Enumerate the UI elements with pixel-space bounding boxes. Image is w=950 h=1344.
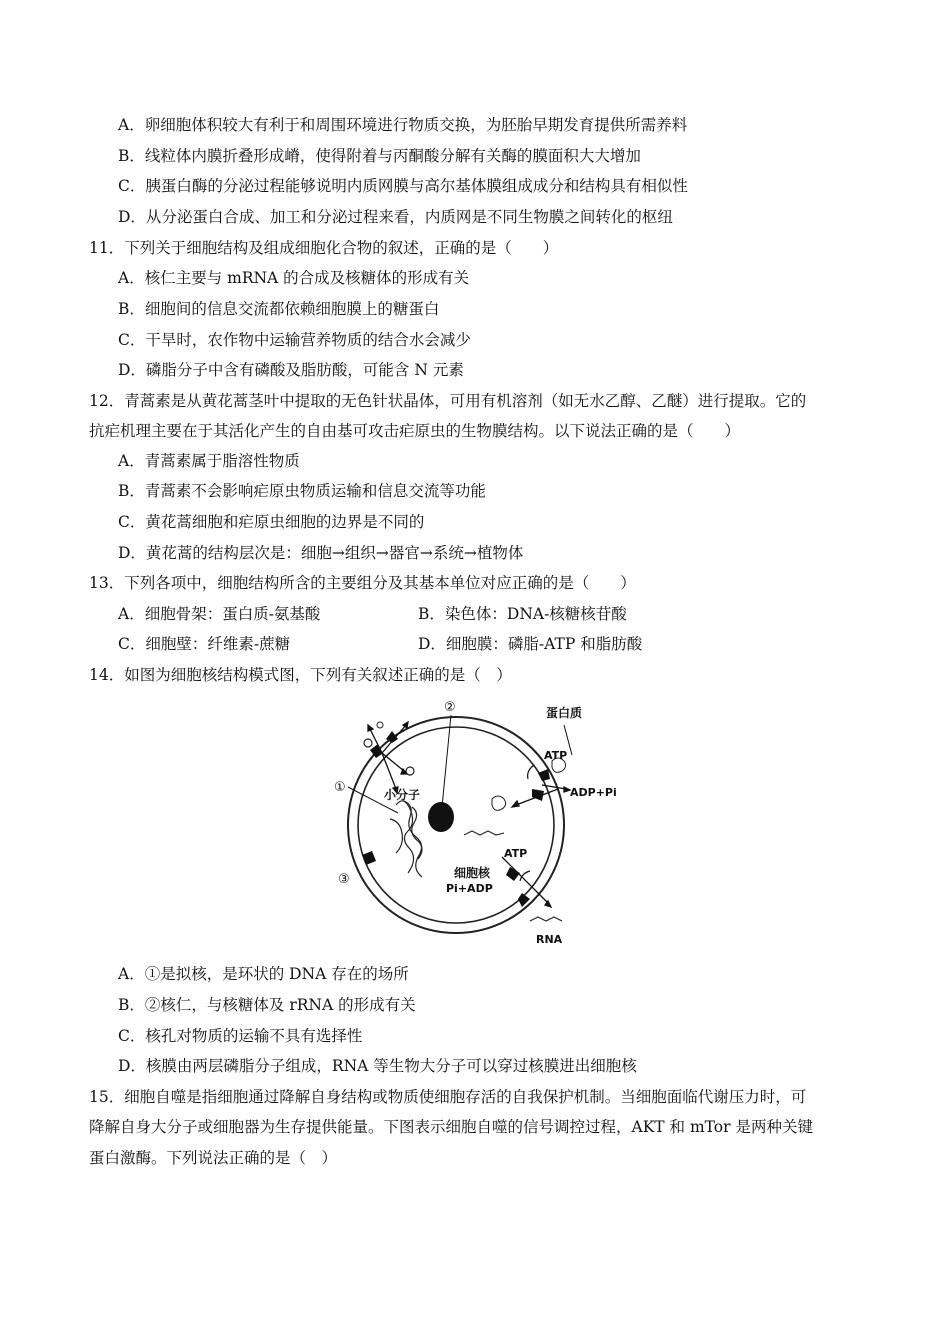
label-nucleolus-number: ② bbox=[444, 700, 456, 715]
q13-option-d: D．细胞膜：磷脂-ATP 和脂肪酸 bbox=[418, 635, 643, 653]
q15-stem-line2: 降解自身大分子或细胞器为生存提供能量。下图表示细胞自噬的信号调控过程，AKT 和 mTor 是两种关键 bbox=[89, 1118, 813, 1136]
q13-option-b: B．染色体：DNA-核糖核苷酸 bbox=[418, 605, 627, 623]
protein-blob-inside bbox=[492, 796, 506, 810]
q12-option-b: B．青蒿素不会影响疟原虫物质运输和信息交流等功能 bbox=[118, 482, 486, 500]
q12-option-a: A．青蒿素属于脂溶性物质 bbox=[118, 452, 300, 470]
q11-option-c: C．干旱时，农作物中运输营养物质的结合水会减少 bbox=[118, 331, 471, 349]
q11-option-a: A．核仁主要与 mRNA 的合成及核糖体的形成有关 bbox=[118, 269, 470, 287]
nucleus-structure-diagram bbox=[326, 695, 626, 950]
q11-stem: 11．下列关于细胞结构及组成细胞化合物的叙述，正确的是（ ） bbox=[89, 239, 559, 257]
q10-option-a: A．卵细胞体积较大有利于和周围环境进行物质交换，为胚胎早期发育提供所需养料 bbox=[118, 116, 688, 134]
label-chromatin-number: ① bbox=[334, 780, 346, 795]
q11-option-d: D．磷脂分子中含有磷酸及脂肪酸，可能含 N 元素 bbox=[118, 361, 464, 379]
q12-option-d: D．黄花蒿的结构层次是：细胞→组织→器官→系统→植物体 bbox=[118, 544, 524, 562]
label-adp-pi: ADP+Pi bbox=[570, 786, 617, 799]
q10-option-d: D．从分泌蛋白合成、加工和分泌过程来看，内质网是不同生物膜之间转化的枢纽 bbox=[118, 208, 673, 226]
molecule-circle bbox=[377, 722, 383, 728]
q14-option-d: D．核膜由两层磷脂分子组成，RNA 等生物大分子可以穿过核膜进出细胞核 bbox=[118, 1057, 637, 1075]
q14-option-c: C．核孔对物质的运输不具有选择性 bbox=[118, 1027, 363, 1045]
q13-option-c: C．细胞壁：纤维素-蔗糖 bbox=[118, 635, 291, 653]
rna-chain-outside bbox=[530, 917, 562, 921]
label-atp-top: ATP bbox=[544, 749, 568, 762]
label-atp-mid: ATP bbox=[504, 847, 528, 860]
label-pi-adp: Pi+ADP bbox=[446, 882, 493, 895]
q11-option-b: B．细胞间的信息交流都依赖细胞膜上的糖蛋白 bbox=[118, 300, 440, 318]
rna-chain-inside bbox=[464, 831, 504, 835]
atp-curve-arrow bbox=[528, 765, 534, 779]
label-rna: RNA bbox=[536, 933, 563, 946]
label-protein: 蛋白质 bbox=[546, 706, 583, 720]
molecule-circle bbox=[364, 739, 372, 747]
q15-stem-line1: 15．细胞自噬是指细胞通过降解自身结构或物质使细胞存活的自我保护机制。当细胞面临代谢压力时，可 bbox=[89, 1088, 807, 1106]
label-pore-number: ③ bbox=[338, 872, 350, 887]
q12-option-c: C．黄花蒿细胞和疟原虫细胞的边界是不同的 bbox=[118, 513, 425, 531]
nucleolus-shape bbox=[428, 802, 454, 832]
q12-stem-line1: 12．青蒿素是从黄花蒿茎叶中提取的无色针状晶体，可用有机溶剂（如无水乙醇、乙醚）进行提取。它的 bbox=[89, 392, 807, 410]
q13-option-a: A．细胞骨架：蛋白质-氨基酸 bbox=[118, 605, 321, 623]
q15-stem-line3: 蛋白激酶。下列说法正确的是（ ） bbox=[89, 1149, 338, 1167]
label-nucleus: 细胞核 bbox=[454, 866, 491, 880]
label-small-molecule: 小分子 bbox=[384, 788, 421, 802]
q10-option-c: C．胰蛋白酶的分泌过程能够说明内质网膜与高尔基体膜组成成分和结构具有相似性 bbox=[118, 177, 688, 195]
q12-stem-line2: 抗疟机理主要在于其活化产生的自由基可攻击疟原虫的生物膜结构。以下说法正确的是（ ） bbox=[89, 422, 741, 440]
chromatin-shape bbox=[390, 801, 422, 877]
q13-stem: 13．下列各项中，细胞结构所含的主要组分及其基本单位对应正确的是（ ） bbox=[89, 574, 636, 592]
q14-stem: 14．如图为细胞核结构模式图，下列有关叙述正确的是（ ） bbox=[89, 666, 512, 684]
q14-option-b: B．②核仁，与核糖体及 rRNA 的形成有关 bbox=[118, 996, 416, 1014]
transport-arrows-left bbox=[368, 722, 408, 793]
q14-option-a: A．①是拟核，是环状的 DNA 存在的场所 bbox=[118, 965, 409, 983]
q10-option-b: B．线粒体内膜折叠形成嵴，使得附着与丙酮酸分解有关酶的膜面积大大增加 bbox=[118, 147, 641, 165]
